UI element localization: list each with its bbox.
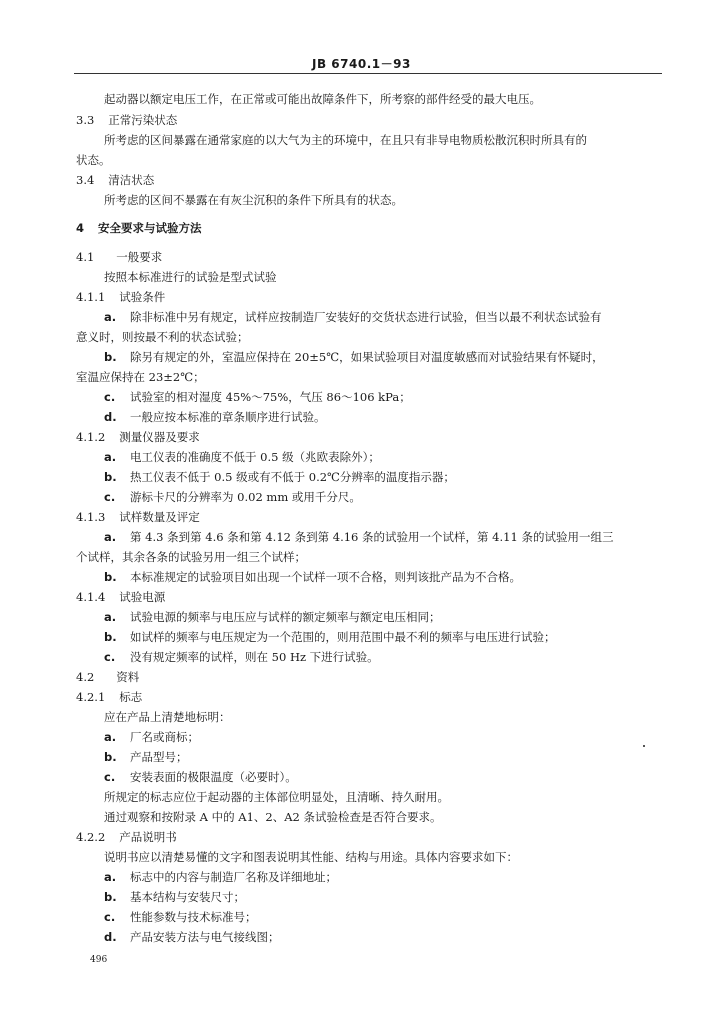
text-line: 所考虑的区间暴露在通常家庭的以大气为主的环境中，在且只有非导电物质松散沉积时所具有的 bbox=[104, 133, 587, 147]
item-text: 如试样的频率与电压规定为一个范围的，则用范围中最不利的频率与电压进行试验； bbox=[130, 630, 556, 644]
item-text: 基本结构与安装尺寸； bbox=[130, 890, 245, 904]
section-title: 正常污染状态 bbox=[108, 113, 178, 127]
section-number: 4.1.1 bbox=[76, 290, 106, 304]
item-text: 没有规定频率的试样，则在 50 Hz 下进行试验。 bbox=[130, 650, 379, 664]
item-text: 性能参数与技术标准号； bbox=[130, 910, 257, 924]
section-number: 4.1.3 bbox=[76, 510, 106, 524]
item-text: 产品安装方法与电气接线图； bbox=[130, 930, 280, 944]
section-4-1-1-heading bbox=[76, 290, 165, 304]
list-item bbox=[104, 490, 361, 504]
item-text: 厂名或商标； bbox=[130, 730, 199, 744]
text-line: 所考虑的区间不暴露在有灰尘沉积的条件下所具有的状态。 bbox=[104, 193, 403, 207]
text-line: 室温应保持在 23±2℃； bbox=[76, 370, 205, 384]
list-item bbox=[104, 770, 297, 784]
item-label: d. bbox=[104, 410, 117, 424]
item-text: 游标卡尺的分辨率为 0.02 mm 或用千分尺。 bbox=[130, 490, 361, 504]
section-3-3-heading bbox=[76, 113, 177, 127]
item-text: 标志中的内容与制造厂名称及详细地址； bbox=[130, 870, 337, 884]
section-number: 4 bbox=[76, 221, 85, 235]
list-item bbox=[104, 870, 337, 884]
list-item bbox=[104, 610, 441, 624]
standard-code-header: JB 6740.1－93 bbox=[312, 57, 411, 71]
item-text: 电工仪表的准确度不低于 0.5 级（兆欧表除外）； bbox=[130, 450, 380, 464]
item-text: 试验电源的频率与电压应与试样的额定频率与额定电压相同； bbox=[130, 610, 441, 624]
section-number: 4.2 bbox=[76, 670, 95, 684]
section-title: 试验条件 bbox=[119, 290, 166, 304]
item-label: a. bbox=[104, 610, 117, 624]
list-item bbox=[104, 910, 257, 924]
section-title: 清洁状态 bbox=[108, 173, 155, 187]
list-item bbox=[104, 530, 613, 544]
list-item bbox=[104, 650, 379, 664]
section-number: 3.4 bbox=[76, 173, 95, 187]
item-label: d. bbox=[104, 930, 117, 944]
section-number: 4.1.2 bbox=[76, 430, 106, 444]
list-item bbox=[104, 750, 188, 764]
header-rule bbox=[74, 73, 662, 74]
item-label: a. bbox=[104, 530, 117, 544]
section-4-1-heading bbox=[76, 250, 162, 264]
list-item bbox=[104, 310, 602, 324]
item-text: 试验室的相对湿度 45%～75%，气压 86～106 kPa； bbox=[130, 390, 411, 404]
page-number: 496 bbox=[90, 955, 108, 965]
text-line: 应在产品上清楚地标明： bbox=[104, 710, 231, 724]
section-number: 4.2.2 bbox=[76, 830, 106, 844]
text-line: 按照本标准进行的试验是型式试验 bbox=[104, 270, 277, 284]
section-number: 3.3 bbox=[76, 113, 95, 127]
item-label: b. bbox=[104, 630, 117, 644]
item-text: 安装表面的极限温度（必要时）。 bbox=[130, 770, 297, 784]
list-item bbox=[104, 570, 521, 584]
item-text: 产品型号； bbox=[130, 750, 188, 764]
section-title: 资料 bbox=[116, 670, 140, 684]
list-item bbox=[104, 730, 199, 744]
section-title: 试样数量及评定 bbox=[119, 510, 200, 524]
item-text: 本标准规定的试验项目如出现一个试样一项不合格，则判该批产品为不合格。 bbox=[130, 570, 521, 584]
section-title: 产品说明书 bbox=[119, 830, 177, 844]
list-item bbox=[104, 410, 326, 424]
section-number: 4.1 bbox=[76, 250, 95, 264]
item-label: b. bbox=[104, 570, 117, 584]
item-label: b. bbox=[104, 350, 117, 364]
text-line: 个试样，其余各条的试验另用一组三个试样； bbox=[76, 550, 306, 564]
text-line: 状态。 bbox=[76, 153, 111, 167]
list-item bbox=[104, 890, 245, 904]
section-4-1-2-heading bbox=[76, 430, 200, 444]
text-line: 起动器以额定电压工作，在正常或可能出故障条件下，所考察的部件经受的最大电压。 bbox=[104, 92, 541, 106]
section-title: 安全要求与试验方法 bbox=[98, 221, 202, 235]
text-line: 意义时，则按最不利的状态试验； bbox=[76, 330, 249, 344]
list-item bbox=[104, 390, 411, 404]
item-label: c. bbox=[104, 910, 116, 924]
section-title: 一般要求 bbox=[116, 250, 163, 264]
item-label: b. bbox=[104, 750, 117, 764]
item-text: 除非标准中另有规定，试样应按制造厂安装好的交货状态进行试验，但当以最不利状态试验有 bbox=[130, 310, 602, 324]
section-title: 标志 bbox=[119, 690, 143, 704]
section-4-2-1-heading bbox=[76, 690, 142, 704]
text-line: 通过观察和按附录 A 中的 A1、2、A2 条试验检查是否符合要求。 bbox=[104, 810, 442, 824]
item-label: c. bbox=[104, 770, 116, 784]
item-text: 热工仪表不低于 0.5 级或有不低于 0.2℃分辨率的温度指示器； bbox=[130, 470, 455, 484]
text-line: 说明书应以清楚易懂的文字和图表说明其性能、结构与用途。具体内容要求如下： bbox=[104, 850, 518, 864]
list-item bbox=[104, 930, 280, 944]
section-number: 4.2.1 bbox=[76, 690, 106, 704]
item-label: a. bbox=[104, 450, 117, 464]
section-4-1-3-heading bbox=[76, 510, 200, 524]
list-item bbox=[104, 350, 604, 364]
item-text: 第 4.3 条到第 4.6 条和第 4.12 条到第 4.16 条的试验用一个试样，第 4.11 条的试验用一组三 bbox=[130, 530, 614, 544]
text-line: 所规定的标志应位于起动器的主体部位明显处，且清晰、持久耐用。 bbox=[104, 790, 449, 804]
item-text: 一般应按本标准的章条顺序进行试验。 bbox=[130, 410, 326, 424]
section-4-heading bbox=[76, 221, 202, 235]
item-label: a. bbox=[104, 730, 117, 744]
scan-speck bbox=[643, 745, 645, 747]
item-label: c. bbox=[104, 650, 116, 664]
section-number: 4.1.4 bbox=[76, 590, 106, 604]
list-item bbox=[104, 470, 455, 484]
section-4-1-4-heading bbox=[76, 590, 165, 604]
section-title: 试验电源 bbox=[119, 590, 166, 604]
item-label: c. bbox=[104, 390, 116, 404]
item-label: a. bbox=[104, 870, 117, 884]
section-3-4-heading bbox=[76, 173, 154, 187]
list-item bbox=[104, 630, 556, 644]
section-4-2-heading bbox=[76, 670, 139, 684]
section-title: 测量仪器及要求 bbox=[119, 430, 200, 444]
item-text: 除另有规定的外，室温应保持在 20±5℃，如果试验项目对温度敏感而对试验结果有怀疑时， bbox=[130, 350, 604, 364]
item-label: c. bbox=[104, 490, 116, 504]
section-4-2-2-heading bbox=[76, 830, 177, 844]
item-label: b. bbox=[104, 890, 117, 904]
item-label: b. bbox=[104, 470, 117, 484]
item-label: a. bbox=[104, 310, 117, 324]
list-item bbox=[104, 450, 380, 464]
